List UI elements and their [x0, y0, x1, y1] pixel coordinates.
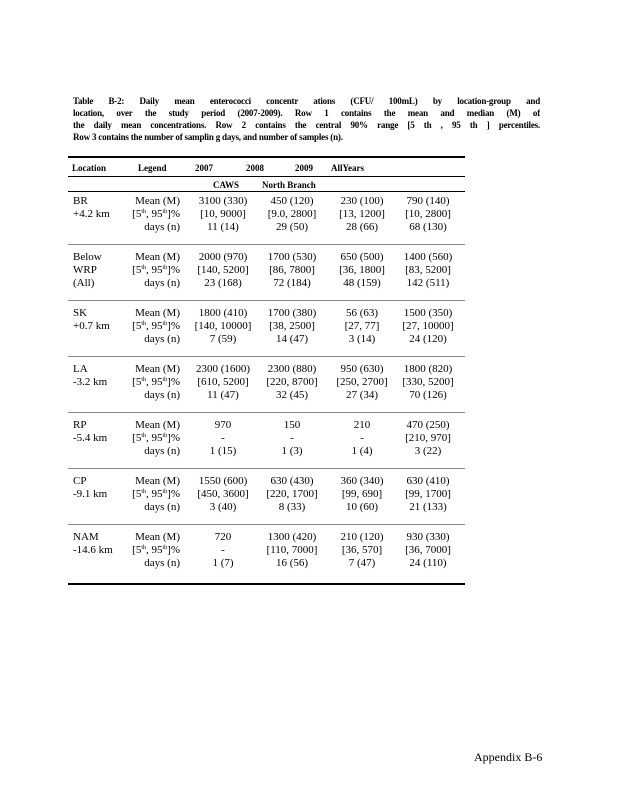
table-cell: 3 (40) [209, 501, 237, 513]
table-cell: [9.0, 2800] [267, 208, 317, 220]
legend-percentile-part: , 95 [146, 320, 163, 332]
location-label: RP [73, 419, 87, 431]
location-group [68, 475, 465, 527]
table-cell: 1 (15) [209, 445, 237, 457]
table-cell: 11 (14) [207, 221, 239, 233]
table-cell: 1 (7) [212, 557, 234, 569]
table-cell: 1800 (410) [198, 307, 248, 319]
table-cell: [110, 7000] [266, 544, 318, 556]
legend-percentile-part: [5 [132, 264, 142, 276]
table-cell: [83, 5200] [405, 264, 451, 276]
table-cell: 70 (126) [409, 389, 447, 401]
table-cell: 14 (47) [275, 333, 309, 345]
table-cell: [10, 2800] [405, 208, 451, 220]
legend-percentile-part: [5 [132, 432, 142, 444]
location-label: +0.7 km [73, 320, 110, 332]
table-cell: 32 (45) [275, 389, 309, 401]
table-cell: 28 (66) [345, 221, 379, 233]
table-cell: [13, 1200] [339, 208, 385, 220]
legend-percentile-part: th [141, 489, 146, 495]
table-cell: 950 (630) [340, 363, 384, 375]
table-cell: 56 (63) [345, 307, 379, 319]
table-cell: 7 (59) [209, 333, 237, 345]
table-cell: 1700 (530) [267, 251, 317, 263]
location-group [68, 195, 465, 247]
legend-percentile-part: [5 [132, 320, 142, 332]
table-cell: 470 (250) [406, 419, 450, 431]
table-cell: [210, 970] [405, 432, 451, 444]
table-cell: 23 (168) [204, 277, 242, 289]
legend-percentile-part: th [141, 433, 146, 439]
table-cell: [36, 1800] [339, 264, 385, 276]
caption-line: the daily mean concentrations. Row 2 contains the central 90% range [5 th , 95 th ] percentiles. [73, 120, 540, 130]
table-cell: [99, 1700] [405, 488, 451, 500]
table-top-rule [68, 156, 465, 158]
location-label: SK [73, 307, 88, 319]
header-legend: Legend [138, 163, 167, 173]
legend-percentile-part: ]% [167, 320, 180, 332]
subheader-rule [68, 191, 465, 192]
legend-mean: Mean (M) [135, 475, 180, 487]
legend-percentile-part: , 95 [146, 264, 163, 276]
legend-days: days (n) [144, 333, 180, 345]
legend-percentile-part: ]% [167, 264, 180, 276]
table-cell: [38, 2500] [269, 320, 315, 332]
location-group [68, 307, 465, 359]
table-bottom-rule [68, 583, 465, 585]
legend-percentile-part: , 95 [146, 488, 163, 500]
legend-percentile-part: ]% [167, 432, 180, 444]
legend-percentile-part: th [141, 321, 146, 327]
legend-percentile-part: , 95 [146, 432, 163, 444]
subheader-caws: CAWS [213, 180, 240, 190]
legend-percentile [108, 432, 180, 444]
legend-percentile-part: , 95 [146, 376, 163, 388]
table-cell: 1500 (350) [403, 307, 453, 319]
legend-percentile [108, 488, 180, 500]
legend-mean: Mean (M) [135, 419, 180, 431]
legend-days: days (n) [144, 445, 180, 457]
legend-percentile-part: ]% [167, 488, 180, 500]
table-cell: 16 (56) [275, 557, 309, 569]
page-footer: Appendix B-6 [474, 750, 543, 764]
table-cell: [36, 570] [341, 544, 383, 556]
table-cell: [140, 10000] [194, 320, 252, 332]
table-cell: 1 (4) [351, 445, 373, 457]
legend-percentile [108, 376, 180, 388]
table-cell: 72 (184) [273, 277, 311, 289]
table-cell: 1800 (820) [403, 363, 453, 375]
table-cell: 1700 (380) [267, 307, 317, 319]
table-cell: 7 (47) [348, 557, 376, 569]
table-cell: 24 (110) [409, 557, 447, 569]
table-cell: 720 [214, 531, 232, 543]
legend-percentile-part: th [141, 377, 146, 383]
legend-percentile-part: ]% [167, 544, 180, 556]
table-cell: [140, 5200] [197, 264, 249, 276]
legend-percentile [108, 544, 180, 556]
table-cell: 142 (511) [406, 277, 450, 289]
table-cell: 790 (140) [406, 195, 450, 207]
table-cell: 2000 (970) [198, 251, 248, 263]
legend-percentile-part: th [162, 321, 168, 327]
header-all-years: AllYears [331, 163, 364, 173]
table-cell: 11 (47) [207, 389, 239, 401]
legend-days: days (n) [144, 277, 180, 289]
legend-percentile [108, 264, 180, 276]
table-cell: [27, 77] [344, 320, 380, 332]
legend-percentile [108, 320, 180, 332]
table-cell: 3100 (330) [198, 195, 248, 207]
table-cell: 3 (22) [414, 445, 442, 457]
legend-percentile-part: th [162, 209, 168, 215]
table-cell: [10, 9000] [200, 208, 246, 220]
location-label: LA [73, 363, 88, 375]
table-cell: 24 (120) [409, 333, 447, 345]
table-cell: 210 [353, 419, 371, 431]
table-cell: 3 (14) [348, 333, 376, 345]
header-year-2007: 2007 [195, 163, 213, 173]
table-cell: - [290, 432, 294, 444]
legend-percentile-part: [5 [132, 208, 142, 220]
location-group [68, 419, 465, 471]
table-cell: [36, 7000] [405, 544, 451, 556]
legend-percentile-part: th [141, 265, 146, 271]
legend-percentile-part: th [162, 265, 168, 271]
table-cell: 210 (120) [340, 531, 384, 543]
table-cell: 450 (120) [270, 195, 314, 207]
legend-percentile-part: ]% [167, 208, 180, 220]
location-group [68, 363, 465, 415]
table-cell: [27, 10000] [402, 320, 454, 332]
table-cell: 48 (159) [343, 277, 381, 289]
legend-percentile-part: [5 [132, 488, 142, 500]
legend-percentile-part: th [141, 209, 146, 215]
legend-percentile-part: th [162, 377, 168, 383]
table-cell: 150 [283, 419, 301, 431]
header-year-2008: 2008 [246, 163, 264, 173]
table-cell: - [360, 432, 364, 444]
table-cell: - [221, 544, 225, 556]
location-label: +4.2 km [73, 208, 110, 220]
caption-line: location, over the study period (2007-2009). Row 1 contains the mean and median (M) of [73, 108, 540, 118]
table-cell: 1 (3) [281, 445, 303, 457]
location-label: CP [73, 475, 87, 487]
header-location: Location [72, 163, 107, 173]
legend-days: days (n) [144, 221, 180, 233]
table-cell: 630 (410) [406, 475, 450, 487]
caption-line: Row 3 contains the number of samplin g days, and number of samples (n). [73, 132, 343, 142]
table-cell: 650 (500) [340, 251, 384, 263]
location-label: NAM [73, 531, 99, 543]
table-cell: [330, 5200] [402, 376, 454, 388]
table-cell: [220, 1700] [266, 488, 318, 500]
table-cell: [450, 3600] [197, 488, 249, 500]
location-label: -9.1 km [73, 488, 108, 500]
location-label: WRP [73, 264, 97, 276]
table-cell: - [221, 432, 225, 444]
location-label: BR [73, 195, 88, 207]
legend-percentile-part: , 95 [146, 544, 163, 556]
legend-percentile-part: ]% [167, 376, 180, 388]
table-cell: 360 (340) [340, 475, 384, 487]
legend-days: days (n) [144, 389, 180, 401]
location-label: -5.4 km [73, 432, 108, 444]
legend-days: days (n) [144, 501, 180, 513]
table-caption [73, 95, 540, 143]
legend-percentile-part: th [162, 489, 168, 495]
header-rule [68, 176, 465, 177]
table-cell: 27 (34) [345, 389, 379, 401]
header-year-2009: 2009 [295, 163, 313, 173]
table-cell: 230 (100) [340, 195, 384, 207]
table-cell: 2300 (1600) [195, 363, 251, 375]
legend-percentile [108, 208, 180, 220]
table-cell: 970 [214, 419, 232, 431]
table-cell: [86, 7800] [269, 264, 315, 276]
location-label: (All) [73, 277, 95, 289]
table-cell: 630 (430) [270, 475, 314, 487]
legend-days: days (n) [144, 557, 180, 569]
table-cell: [610, 5200] [197, 376, 249, 388]
table-cell: [250, 2700] [336, 376, 388, 388]
location-label: -14.6 km [73, 544, 113, 556]
table-cell: 1300 (420) [267, 531, 317, 543]
legend-percentile-part: [5 [132, 376, 142, 388]
location-label: -3.2 km [73, 376, 108, 388]
legend-percentile-part: th [162, 433, 168, 439]
legend-percentile-part: [5 [132, 544, 142, 556]
legend-mean: Mean (M) [135, 307, 180, 319]
table-cell: 10 (60) [345, 501, 379, 513]
legend-percentile-part: th [141, 545, 146, 551]
table-cell: [220, 8700] [266, 376, 318, 388]
table-cell: 2300 (880) [267, 363, 317, 375]
table-cell: 1550 (600) [198, 475, 248, 487]
legend-percentile-part: th [162, 545, 168, 551]
table-cell: 930 (330) [406, 531, 450, 543]
table-cell: 68 (130) [409, 221, 447, 233]
legend-mean: Mean (M) [135, 195, 180, 207]
caption-line: Table B-2: Daily mean enterococci concentr ations (CFU/ 100mL) by location-group and [73, 96, 540, 106]
table-cell: 21 (133) [409, 501, 447, 513]
legend-mean: Mean (M) [135, 363, 180, 375]
location-label: Below [73, 251, 102, 263]
location-group [68, 531, 465, 583]
legend-mean: Mean (M) [135, 251, 180, 263]
legend-percentile-part: , 95 [146, 208, 163, 220]
legend-mean: Mean (M) [135, 531, 180, 543]
table-cell: 8 (33) [278, 501, 306, 513]
table-cell: 1400 (560) [403, 251, 453, 263]
location-group [68, 251, 465, 303]
table-cell: [99, 690] [341, 488, 383, 500]
table-cell: 29 (50) [275, 221, 309, 233]
subheader-north-branch: North Branch [262, 180, 316, 190]
